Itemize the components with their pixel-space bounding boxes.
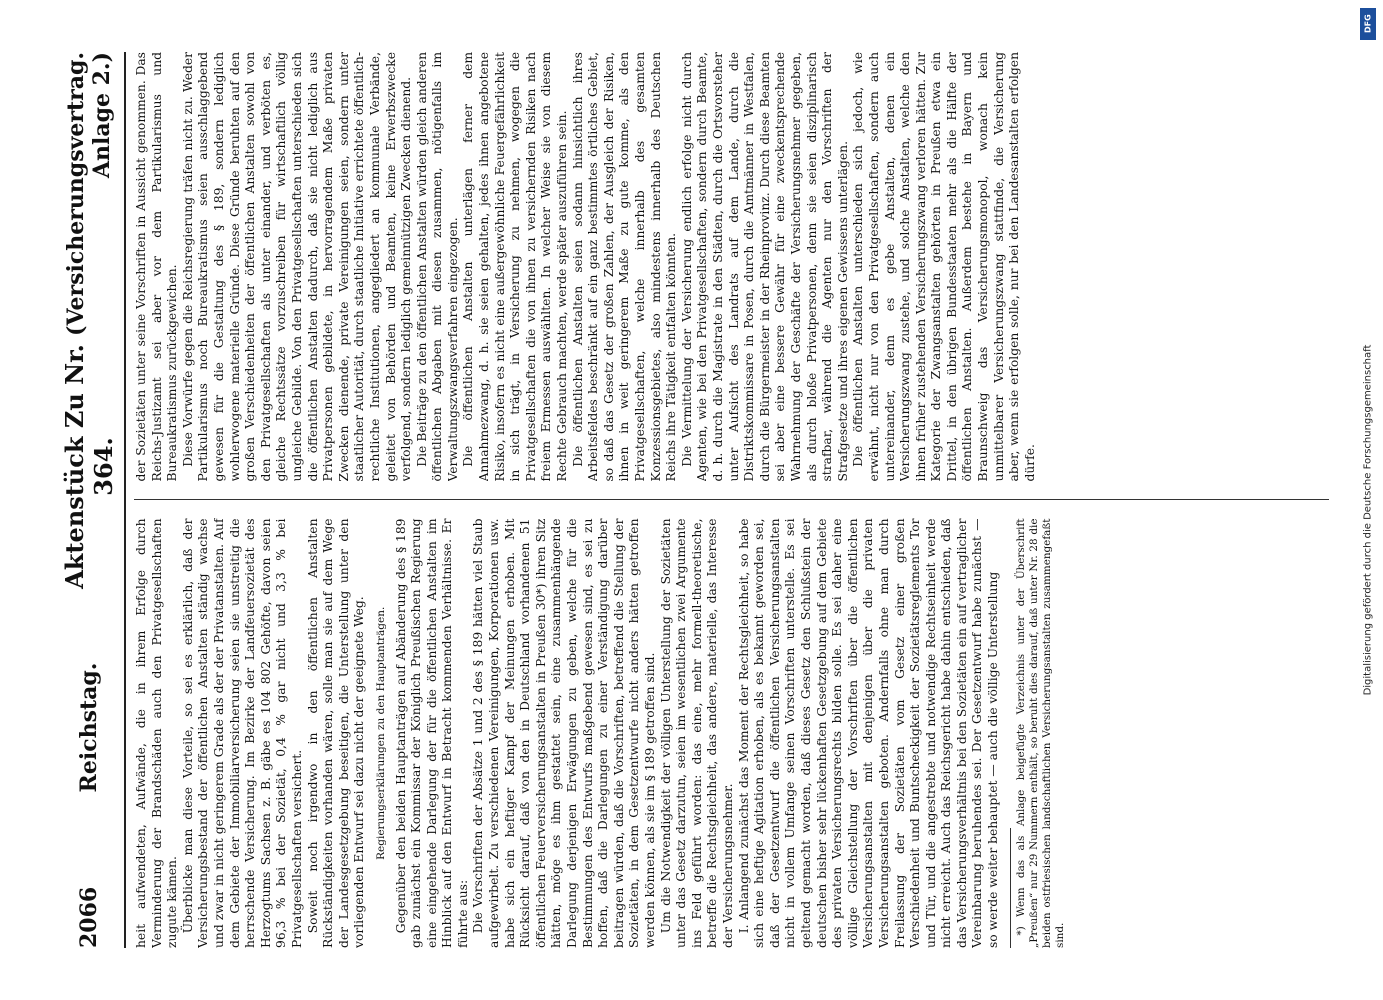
page-header xyxy=(60,52,126,948)
right-column xyxy=(134,52,1329,482)
dfg-logo: DFG xyxy=(1360,8,1376,40)
left-column xyxy=(134,519,1329,949)
digitization-note: Digitalisierung gefördert durch die Deutsche Forschungsgemeinschaft xyxy=(1362,344,1374,696)
running-head-left: Reichstag. xyxy=(76,662,102,793)
running-head-middle: Aktenstück Zu Nr. 364. xyxy=(60,344,118,589)
paragraph: Die Vermittelung der Versicherung endlich erfolge nicht durch Agenten, wie bei den Privatgesellschaften, sondern durch Beamte, d. h. durch die Magistrate in den Städten, durch die Ortsvorsteher unter Aufsicht des Landrats auf dem Lande, durch die Distriktskommissare in Posen, durch die Amtmänner in Westfalen, durch die Bürgermeister in der Rheinprovinz. Durch diese Beamten sei aber eine bessere Gewähr für eine zweckentsprechende Wahrnehmung der Geschäfte der Versicherungsnehmer gegeben, als durch bloße Privatpersonen, denn sie seien disziplinarisch strafbar, während die Agenten nur den Vorschriften der Strafgesetze und ihres eigenen Gewissens unterlägen. xyxy=(679,52,850,482)
paragraph: Die öffentlichen Anstalten seien sodann hinsichtlich ihres Arbeitsfeldes beschränkt auf ein ganz bestimmtes örtliches Gebiet, so daß das Gesetz der großen Zahlen, der Ausgleich der Risiken, ihnen in weit geringerem Maße zu gute komme, als den Privatgesellschaften, welche innerhalb des gesamten Konzessionsgebietes, also mindestens innerhalb des Deutschen Reichs ihre Tätigkeit entfalten könnten. xyxy=(570,52,679,482)
page-number: 2066 xyxy=(76,886,102,948)
footnote-rule xyxy=(1010,828,1011,948)
paragraph: Überblicke man diese Vorteile, so sei es erklärlich, daß der Versicherungsbestand der öffentlichen Anstalten ständig wachse und zwar in nicht geringerem Grade als der der Privatanstalten. Auf dem Gebiete der Immobiliarversicherung seien sie unstreitig die herrschende Versicherung. Im Bezirke der Landfeuersozietät des Herzogtums Sachsen z. B. gäbe es 104 802 Gehöfte, davon seien 96,3 % bei der Sozietät, 0,4 % gar nicht und 3,3 % bei Privatgesellschaften versichert. xyxy=(180,518,304,948)
digitization-sidebar xyxy=(1353,0,1383,1000)
document-page xyxy=(46,30,1336,970)
paragraph: Um die Notwendigkeit der völligen Unterstellung der Sozietäten unter das Gesetz darzutun, seien im wesentlichen zwei Argumente ins Feld geführt worden: das eine, mehr formell-theoretische, betreffe die Rechtsgleichheit, das andere, materielle, das Interesse der Versicherungsnehmer. xyxy=(658,518,735,948)
paragraph: Die Vorschriften der Absätze 1 und 2 des § 189 hätten viel Staub aufgewirbelt. Zu verschiedenen Vereinigungen, Korporationen usw. habe sich ein heftiger Kampf der Meinungen erhoben. Mit Rücksicht darauf, daß von den in Deutschland vorhandenen 51 öffentlichen Feuerversicherungsanstalten in Preußen 30*) ihren Sitz hätten, möge es ihm gestattet sein, eine zusammenhängende Darlegung derjenigen Erwägungen zu geben, welche für die Bestimmungen des Entwurfs maßgebend gewesen sind, es sei zu hoffen, daß die Darlegungen zu einer Verständigung darüber beitragen würden, daß die Vorschriften, betreffend die Stellung der Sozietäten, in dem Gesetzentwurfe nicht anders hätten getroffen werden können, als sie im § 189 getroffen sind. xyxy=(471,518,657,948)
text-columns xyxy=(134,52,1329,948)
paragraph: Gegenüber den beiden Hauptanträgen auf Abänderung des § 189 gab zunächst ein Kommissar der Königlich Preußischen Regierung eine eingehende Darlegung der für die öffentlichen Anstalten im Hinblick auf den Entwurf in Betracht kommenden Verhältnisse. Er führte aus: xyxy=(393,518,470,948)
paragraph: der Sozietäten unter seine Vorschriften in Aussicht genommen. Das Reichs-Justizamt sei aber vor dem Partikularismus und Bureaukratismus zurückgewichen. xyxy=(134,52,180,482)
paragraph: Soweit noch irgendwo in den öffentlichen Anstalten Rückständigkeiten vorhanden wären, solle man sie auf dem Wege der Landesgesetzgebung beseitigen, die Unterstellung unter den vorliegenden Entwurf sei dazu nicht der geeignete Weg. xyxy=(305,518,367,948)
column-divider xyxy=(134,500,1329,501)
paragraph: I. Anlangend zunächst das Moment der Rechtsgleichheit, so habe sich eine heftige Agitation erhoben, als es bekannt geworden sei, daß der Gesetzentwurf die öffentlichen Versicherungsanstalten nicht in vollem Umfange seinen Vorschriften unterstelle. Es sei geltend gemacht worden, daß dieses Gesetz den Schlußstein der deutschen bisher sehr lückenhaften Gesetzgebung auf dem Gebiete des privaten Versicherungsrechts bilden solle. Es sei daher eine völlige Gleichstellung der Vorschriften über die öffentlichen Versicherungsanstalten mit denjenigen über die privaten Versicherungsanstalten geboten. Andernfalls ohne man durch Freilassung der Sozietäten vom Gesetz einer großen Verschiedenheit und Buntscheckigkeit der Sozietätsreglements Tor und Tür, und die angestrebte und notwendige Rechtseinheit werde nicht erreicht. Auch das Reichsgericht habe dahin entschieden, daß das Versicherungsverhältnis bei den Sozietäten ein auf vertraglicher Vereinbarung beruhendes sei. Der Gesetzentwurf habe zunächst — so werde weiter behauptet — auch die völlige Unterstellung xyxy=(736,518,1001,948)
running-head-right: (Versicherungsvertrag. Anlage 2.) xyxy=(63,52,115,336)
paragraph: Die Beiträge zu den öffentlichen Anstalten würden gleich anderen öffentlichen Abgaben mit diesen zusammen, nötigenfalls im Verwaltungszwangsverfahren eingezogen. xyxy=(414,52,460,482)
section-heading: Regierungserklärungen zu den Hauptanträgen. xyxy=(374,606,387,860)
paragraph: Diese Vorwürfe gegen die Reichsregierung träfen nicht zu. Weder Partikularismus noch Bureaukratismus seien ausschlaggebend gewesen für die Gestaltung des § 189, sondern lediglich wohlerwogene materielle Gründe. Diese Gründe beruhten auf den großen Verschiedenheiten der öffentlichen Anstalten sowohl von den Privatgesellschaften als unter einander, und verböten es, gleiche Rechtssätze vorzuschreiben für wirtschaftlich völlig ungleiche Gebilde. Von den Privatgesellschaften unterschieden sich die öffentlichen Anstalten dadurch, daß sie nicht lediglich aus Privatpersonen gebildete, in hervorragendem Maße privaten Zwecken dienende, private Vereinigungen seien, sondern unter staatlicher Autorität, durch staatliche Initiative errichtete öffentlich-rechtliche Institutionen, angegliedert an kommunale Verbände, geleitet von Behörden und Beamten, keine Erwerbszwecke verfolgend, sondern lediglich gemeinnützigen Zwecken dienend. xyxy=(180,52,414,482)
paragraph: Die öffentlichen Anstalten unterlägen ferner dem Annahmezwang, d. h. sie seien gehalten, jedes ihnen angebotene Risiko, insofern es nicht eine außergewöhnliche Feuergefährlichkeit in sich trägt, in Versicherung zu nehmen, wogegen die Privatgesellschaften die von ihnen zu versichernden Risiken nach freiem Ermessen auswählten. In welcher Weise sie von diesem Rechte Gebrauch machten, werde später auszuführen sein. xyxy=(461,52,570,482)
paragraph: Die öffentlichen Anstalten unterschieden sich jedoch, wie erwähnt, nicht nur von den Privatgesellschaften, sondern auch untereinander, denn es gebe Anstalten, denen ein Versicherungszwang zustehe, und solche Anstalten, welche den ihnen früher zustehenden Versicherungszwang verloren hätten. Zur Kategorie der Zwangsanstalten gehörten in Preußen etwa ein Drittel, in den übrigen Bundesstaaten mehr als die Hälfte der öffentlichen Anstalten. Außerdem bestehe in Bayern und Braunschweig das Versicherungsmonopol, wonach kein unmittelbarer Versicherungszwang stattfinde, die Versicherung aber, wenn sie erfolgen solle, nur bei den Landesanstalten erfolgen dürfe. xyxy=(851,52,1037,482)
footnote: *) Wenn das als Anlage beigefügte Verzeichnis unter der Überschrift „Preußen“ nur 29 Nummern enthält, so beruht dies darauf, daß unter Nr. 28 die beiden ostfriesischen landschaftlichen Versicherungsanstalten zusammengefaßt sind. xyxy=(1014,518,1066,948)
paragraph: heit aufwendeten, Aufwände, die in ihrem Erfolge durch Verminderung der Brandschäden auch den Privatgesellschaften zugute kämen. xyxy=(134,518,180,948)
